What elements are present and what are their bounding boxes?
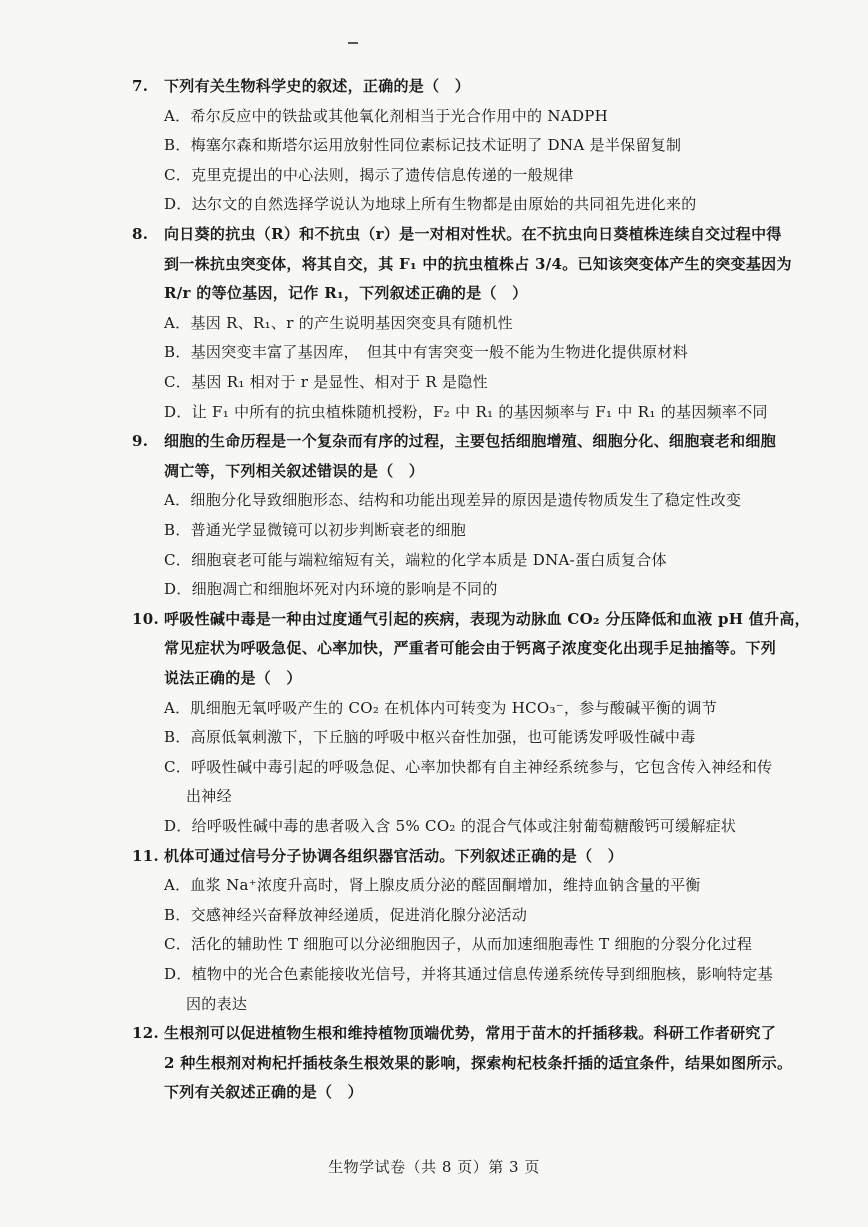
- question-stem-line: 向日葵的抗虫（R）和不抗虫（r）是一对相对性状。在不抗虫向日葵植株连续自交过程中得: [164, 225, 782, 243]
- question-number: 12.: [132, 1024, 159, 1043]
- answer-option-line: D．让 F₁ 中所有的抗虫植株随机授粉，F₂ 中 R₁ 的基因频率与 F₁ 中 R₁ 的基因频率不同: [164, 402, 768, 421]
- answer-option-line: A．细胞分化导致细胞形态、结构和功能出现差异的原因是遗传物质发生了稳定性改变: [164, 491, 742, 510]
- question-stem-line: 呼吸性碱中毒是一种由过度通气引起的疾病，表现为动脉血 CO₂ 分压降低和血液 pH 值升高，: [164, 609, 810, 628]
- answer-option-line: B．基因突变丰富了基因库， 但其中有害突变一般不能为生物进化提供原材料: [164, 343, 689, 362]
- question-number: 9.: [132, 432, 149, 451]
- question-stem-line: 常见症状为呼吸急促、心率加快，严重者可能会由于钙离子浓度变化出现手足抽搐等。下列: [164, 639, 777, 658]
- answer-option-line: C．细胞衰老可能与端粒缩短有关，端粒的化学本质是 DNA-蛋白质复合体: [164, 550, 667, 569]
- answer-option-line: A．希尔反应中的铁盐或其他氧化剂相当于光合作用中的 NADPH: [164, 106, 609, 125]
- answer-option-line: B．普通光学显微镜可以初步判断衰老的细胞: [164, 521, 467, 539]
- answer-option-line: 出神经: [186, 787, 232, 806]
- answer-option-line: D．达尔文的自然选择学说认为地球上所有生物都是由原始的共同祖先进化来的: [164, 195, 697, 214]
- question-stem-line: 机体可通过信号分子协调各组织器官活动。下列叙述正确的是（ ）: [164, 846, 624, 865]
- answer-option-line: D．给呼吸性碱中毒的患者吸入含 5% CO₂ 的混合气体或注射葡萄糖酸钙可缓解症状: [164, 817, 737, 835]
- answer-option-line: C．基因 R₁ 相对于 r 是显性、相对于 R 是隐性: [164, 373, 488, 391]
- answer-option-line: C．活化的辅助性 T 细胞可以分泌细胞因子，从而加速细胞毒性 T 细胞的分裂分化过程: [164, 935, 753, 954]
- question-number: 8.: [132, 225, 149, 243]
- page-footer: 生物学试卷（共 8 页）第 3 页: [328, 1158, 540, 1176]
- question-number: 10.: [132, 609, 159, 628]
- question-stem-line: 到一株抗虫突变体，将其自交，其 F₁ 中的抗虫植株占 3/4。已知该突变体产生的突变基因为: [164, 254, 792, 273]
- question-stem-line: 说法正确的是（ ）: [164, 669, 302, 687]
- question-stem-line: 2 种生根剂对枸杞扦插枝条生根效果的影响，探索枸杞枝条扦插的适宜条件，结果如图所示。: [164, 1053, 793, 1072]
- answer-option-line: B．梅塞尔森和斯塔尔运用放射性同位素标记技术证明了 DNA 是半保留复制: [164, 136, 682, 155]
- answer-option-line: B．高原低氧刺激下，下丘脑的呼吸中枢兴奋性加强，也可能诱发呼吸性碱中毒: [164, 728, 696, 747]
- question-number: 7.: [132, 77, 149, 95]
- answer-option-line: C．克里克提出的中心法则，揭示了遗传信息传递的一般规律: [164, 165, 574, 184]
- question-stem-line: R/r 的等位基因，记作 R₁，下列叙述正确的是（ ）: [164, 284, 528, 303]
- question-stem-line: 细胞的生命历程是一个复杂而有序的过程，主要包括细胞增殖、细胞分化、细胞衰老和细胞: [164, 432, 777, 451]
- scan-mark: [348, 42, 358, 44]
- question-number: 11.: [132, 846, 159, 865]
- question-stem-line: 下列有关叙述正确的是（ ）: [164, 1083, 363, 1102]
- answer-option-line: A．肌细胞无氧呼吸产生的 CO₂ 在机体内可转变为 HCO₃⁻，参与酸碱平衡的调节: [164, 698, 718, 717]
- question-stem-line: 生根剂可以促进植物生根和维持植物顶端优势，常用于苗木的扦插移栽。科研工作者研究了: [164, 1024, 777, 1043]
- answer-option-line: A．基因 R、R₁、r 的产生说明基因突变具有随机性: [164, 313, 513, 332]
- answer-option-line: D．细胞凋亡和细胞坏死对内环境的影响是不同的: [164, 580, 498, 599]
- answer-option-line: B．交感神经兴奋释放神经递质，促进消化腺分泌活动: [164, 905, 528, 924]
- question-stem-line: 凋亡等，下列相关叙述错误的是（ ）: [164, 461, 425, 480]
- answer-option-line: C．呼吸性碱中毒引起的呼吸急促、心率加快都有自主神经系统参与，它包含传入神经和传: [164, 757, 773, 776]
- answer-option-line: 因的表达: [186, 994, 248, 1013]
- answer-option-line: D．植物中的光合色素能接收光信号，并将其通过信息传递系统传导到细胞核，影响特定基: [164, 965, 774, 983]
- question-stem-line: 下列有关生物科学史的叙述，正确的是（ ）: [164, 77, 471, 95]
- answer-option-line: A．血浆 Na⁺浓度升高时，肾上腺皮质分泌的醛固酮增加，维持血钠含量的平衡: [164, 876, 701, 895]
